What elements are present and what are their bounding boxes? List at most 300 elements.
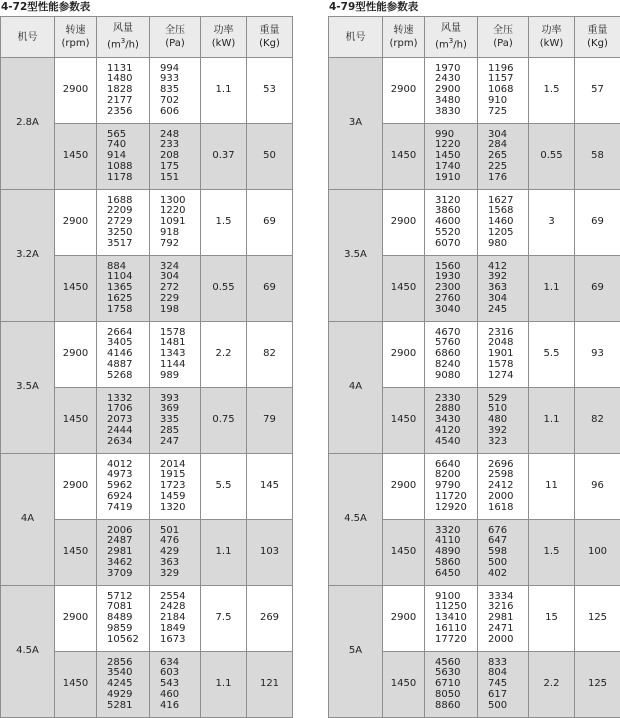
value-line: 606	[160, 105, 180, 117]
value-line: 304	[488, 128, 508, 140]
value-line: 3860	[435, 205, 461, 217]
value-line: 2981	[488, 612, 514, 624]
value-line: 1740	[435, 160, 461, 172]
flow-cell	[425, 520, 478, 586]
flow-header-line: $(m^3/h)$	[435, 37, 467, 51]
value-line: 8200	[435, 469, 461, 481]
value-line: 6860	[435, 348, 461, 360]
pressure-cell	[478, 520, 529, 586]
speed-cell: 1450	[383, 124, 425, 190]
value-line: 835	[160, 84, 180, 96]
value-line: 500	[488, 699, 508, 711]
value-line: 392	[488, 271, 508, 283]
value-list	[107, 658, 149, 712]
value-line: 1625	[107, 292, 133, 304]
weight-header-line: 重量	[259, 25, 280, 36]
value-line: 1274	[488, 369, 514, 381]
speed-cell: 1450	[383, 520, 425, 586]
value-line: 5268	[107, 369, 133, 381]
table-row	[329, 190, 620, 256]
value-line: 918	[160, 226, 180, 238]
flow-cell	[425, 256, 478, 322]
value-list	[160, 394, 200, 448]
weight-cell: 69	[575, 256, 620, 322]
pressure-cell	[150, 322, 201, 388]
value-list	[160, 130, 200, 184]
value-line: 634	[160, 656, 180, 668]
value-line: 1320	[160, 501, 186, 513]
value-line: 1568	[488, 205, 514, 217]
value-line: 2880	[435, 403, 461, 415]
value-line: 2760	[435, 292, 461, 304]
model-cell: 2.8A	[1, 58, 55, 190]
flow-cell	[425, 124, 478, 190]
value-line: 2412	[488, 480, 514, 492]
value-line: 329	[160, 567, 180, 579]
value-line: 2184	[160, 612, 186, 624]
power-cell: 1.1	[529, 388, 575, 454]
table-title: 4-72型性能参数表	[1, 1, 91, 13]
value-line: 3517	[107, 237, 133, 249]
table-header	[329, 17, 620, 58]
value-line: 2856	[107, 656, 133, 668]
value-line: 1365	[107, 282, 133, 294]
weight-cell: 269	[247, 586, 293, 652]
value-line: 323	[488, 435, 508, 447]
value-line: 3540	[107, 667, 133, 679]
value-line: 1480	[107, 73, 133, 85]
value-list	[435, 460, 477, 514]
value-line: 5962	[107, 480, 133, 492]
value-line: 265	[488, 150, 508, 162]
value-line: 647	[488, 535, 508, 547]
pressure-cell	[150, 256, 201, 322]
power-cell: 1.1	[201, 520, 247, 586]
value-line: 412	[488, 260, 508, 272]
table-body	[329, 58, 620, 718]
value-list	[435, 130, 477, 184]
value-line: 4600	[435, 216, 461, 228]
value-line: 914	[107, 150, 127, 162]
speed-header-line: (rpm)	[61, 38, 90, 49]
value-list	[160, 196, 200, 250]
value-line: 565	[107, 128, 127, 140]
weight-cell: 57	[575, 58, 620, 124]
value-line: 740	[107, 139, 127, 151]
value-line: 416	[160, 699, 180, 711]
value-line: 304	[488, 292, 508, 304]
value-line: 272	[160, 282, 180, 294]
flow-cell	[97, 256, 150, 322]
value-line: 676	[488, 524, 508, 536]
value-list	[488, 262, 528, 316]
value-line: 5712	[107, 590, 133, 602]
value-line: 2664	[107, 326, 133, 338]
value-line: 2900	[435, 84, 461, 96]
value-list	[488, 328, 528, 382]
pressure-cell	[478, 58, 529, 124]
value-line: 617	[488, 688, 508, 700]
value-line: 5520	[435, 226, 461, 238]
value-list	[435, 592, 477, 646]
flow-cell	[97, 124, 150, 190]
value-line: 2000	[488, 633, 514, 645]
value-line: 2981	[107, 546, 133, 558]
model-cell: 3A	[329, 58, 383, 190]
value-line: 4887	[107, 358, 133, 370]
value-line: 6924	[107, 490, 133, 502]
pressure-header-line: (Pa)	[493, 38, 513, 49]
value-line: 476	[160, 535, 180, 547]
flow-cell	[97, 652, 150, 718]
value-line: 4245	[107, 678, 133, 690]
model-header-label: 机号	[345, 31, 366, 43]
flow-cell	[97, 58, 150, 124]
value-list	[107, 262, 149, 316]
power-header-line: (kW)	[539, 38, 564, 49]
value-list	[107, 196, 149, 250]
value-line: 2444	[107, 424, 133, 436]
value-line: 1618	[488, 501, 514, 513]
table-4-79-panel	[328, 0, 620, 718]
flow-cell	[97, 322, 150, 388]
flow-header-line: 风量	[441, 23, 461, 35]
value-list	[488, 130, 528, 184]
value-line: 2430	[435, 73, 461, 85]
value-line: 248	[160, 128, 180, 140]
value-line: 910	[488, 94, 508, 106]
value-line: 2073	[107, 414, 133, 426]
value-line: 2696	[488, 458, 514, 470]
value-list	[107, 592, 149, 646]
value-line: 429	[160, 546, 180, 558]
value-list	[488, 196, 528, 250]
power-cell: 15	[529, 586, 575, 652]
speed-cell: 2900	[55, 58, 97, 124]
value-line: 4670	[435, 326, 461, 338]
value-line: 1157	[488, 73, 514, 85]
value-line: 9790	[435, 480, 461, 492]
pressure-header-line: 全压	[493, 25, 513, 36]
value-line: 725	[488, 105, 508, 117]
value-list	[435, 328, 477, 382]
value-line: 7081	[107, 601, 133, 613]
speed-header	[55, 17, 97, 58]
value-list	[107, 526, 149, 580]
model-cell: 5A	[329, 586, 383, 718]
value-line: 16110	[435, 622, 467, 634]
value-line: 1627	[488, 194, 514, 206]
value-line: 1910	[435, 171, 461, 183]
value-line: 7419	[107, 501, 133, 513]
power-cell: 0.75	[201, 388, 247, 454]
value-line: 3405	[107, 337, 133, 349]
value-line: 1723	[160, 480, 186, 492]
value-line: 2554	[160, 590, 186, 602]
value-line: 4540	[435, 435, 461, 447]
table-row	[329, 454, 620, 520]
value-list	[160, 658, 200, 712]
value-line: 1460	[488, 216, 514, 228]
speed-cell: 1450	[55, 388, 97, 454]
value-line: 1828	[107, 84, 133, 96]
power-cell: 1.1	[529, 256, 575, 322]
power-cell: 3	[529, 190, 575, 256]
value-line: 304	[160, 271, 180, 283]
value-line: 2000	[488, 490, 514, 502]
value-line: 460	[160, 688, 180, 700]
value-line: 5630	[435, 667, 461, 679]
flow-header	[425, 17, 478, 58]
value-line: 480	[488, 414, 508, 426]
value-line: 2471	[488, 622, 514, 634]
value-line: 9859	[107, 622, 133, 634]
value-line: 285	[160, 424, 180, 436]
table-row	[1, 454, 293, 520]
value-line: 2300	[435, 282, 461, 294]
weight-cell: 79	[247, 388, 293, 454]
weight-cell: 69	[247, 190, 293, 256]
speed-cell: 1450	[55, 124, 97, 190]
pressure-cell	[150, 190, 201, 256]
value-list	[435, 394, 477, 448]
value-line: 2006	[107, 524, 133, 536]
value-line: 1131	[107, 62, 133, 74]
power-cell: 0.55	[201, 256, 247, 322]
value-line: 5760	[435, 337, 461, 349]
pressure-cell	[150, 520, 201, 586]
value-line: 1915	[160, 469, 186, 481]
value-line: 9100	[435, 590, 461, 602]
value-line: 1758	[107, 303, 133, 315]
pressure-cell	[150, 388, 201, 454]
pressure-cell	[150, 124, 201, 190]
value-line: 11720	[435, 490, 467, 502]
power-cell: 1.5	[529, 520, 575, 586]
value-line: 5860	[435, 556, 461, 568]
power-cell: 0.55	[529, 124, 575, 190]
power-header-line: 功率	[213, 25, 234, 36]
header-row	[1, 17, 293, 58]
value-list	[488, 394, 528, 448]
power-header	[201, 17, 247, 58]
value-line: 994	[160, 62, 180, 74]
value-list	[160, 592, 200, 646]
flow-cell	[425, 388, 478, 454]
speed-cell: 2900	[383, 58, 425, 124]
value-line: 2356	[107, 105, 133, 117]
value-line: 1068	[488, 84, 514, 96]
pressure-header-line: 全压	[165, 25, 185, 36]
pressure-header	[478, 17, 529, 58]
pressure-header	[150, 17, 201, 58]
value-line: 1481	[160, 337, 186, 349]
power-header-line: (kW)	[211, 38, 236, 49]
value-line: 13410	[435, 612, 467, 624]
value-line: 2330	[435, 392, 461, 404]
model-header-label: 机号	[17, 31, 38, 43]
table-row	[1, 190, 293, 256]
value-line: 5281	[107, 699, 133, 711]
value-line: 4890	[435, 546, 461, 558]
power-header	[529, 17, 575, 58]
value-line: 1706	[107, 403, 133, 415]
weight-cell: 100	[575, 520, 620, 586]
speed-cell: 1450	[55, 256, 97, 322]
flow-cell	[97, 586, 150, 652]
value-line: 6070	[435, 237, 461, 249]
value-list	[435, 526, 477, 580]
value-line: 393	[160, 392, 180, 404]
pressure-cell	[478, 256, 529, 322]
flow-cell	[425, 586, 478, 652]
value-line: 1196	[488, 62, 514, 74]
value-line: 990	[435, 128, 455, 140]
model-header	[1, 17, 55, 58]
value-line: 402	[488, 567, 508, 579]
value-line: 363	[160, 556, 180, 568]
value-line: 4120	[435, 424, 461, 436]
value-line: 3830	[435, 105, 461, 117]
value-line: 2014	[160, 458, 186, 470]
speed-cell: 1450	[383, 388, 425, 454]
value-line: 1849	[160, 622, 186, 634]
table-row	[329, 586, 620, 652]
flow-header-line: $(m^3/h)$	[107, 37, 139, 51]
flow-header-line: 风量	[113, 23, 133, 35]
value-line: 1205	[488, 226, 514, 238]
weight-cell: 58	[575, 124, 620, 190]
pressure-cell	[478, 388, 529, 454]
pressure-cell	[150, 58, 201, 124]
value-line: 4973	[107, 469, 133, 481]
value-line: 247	[160, 435, 180, 447]
value-list	[107, 64, 149, 118]
value-line: 501	[160, 524, 180, 536]
value-line: 1104	[107, 271, 133, 283]
weight-cell: 53	[247, 58, 293, 124]
flow-cell	[97, 520, 150, 586]
table-row	[1, 586, 293, 652]
weight-cell: 96	[575, 454, 620, 520]
flow-cell	[97, 190, 150, 256]
speed-cell: 1450	[383, 652, 425, 718]
table-header	[1, 17, 293, 58]
value-line: 4146	[107, 348, 133, 360]
value-line: 17720	[435, 633, 467, 645]
value-line: 324	[160, 260, 180, 272]
value-line: 8050	[435, 688, 461, 700]
pressure-cell	[150, 652, 201, 718]
speed-cell: 1450	[55, 520, 97, 586]
weight-header	[247, 17, 293, 58]
value-line: 233	[160, 139, 180, 151]
weight-cell: 82	[575, 388, 620, 454]
speed-cell: 2900	[383, 322, 425, 388]
value-line: 2177	[107, 94, 133, 106]
value-line: 229	[160, 292, 180, 304]
value-line: 980	[488, 237, 508, 249]
value-line: 175	[160, 160, 180, 172]
value-list	[488, 658, 528, 712]
power-cell: 1.5	[201, 190, 247, 256]
value-line: 363	[488, 282, 508, 294]
value-line: 745	[488, 678, 508, 690]
pressure-header-line: (Pa)	[165, 38, 185, 49]
speed-cell: 2900	[383, 454, 425, 520]
pressure-cell	[478, 586, 529, 652]
value-line: 6640	[435, 458, 461, 470]
value-list	[160, 460, 200, 514]
model-cell: 3.5A	[1, 322, 55, 454]
value-line: 4110	[435, 535, 461, 547]
flow-cell	[425, 190, 478, 256]
value-line: 1343	[160, 348, 186, 360]
flow-cell	[425, 58, 478, 124]
flow-cell	[97, 388, 150, 454]
weight-cell: 82	[247, 322, 293, 388]
power-cell: 11	[529, 454, 575, 520]
speed-cell: 2900	[55, 454, 97, 520]
power-cell: 2.2	[201, 322, 247, 388]
value-line: 3120	[435, 194, 461, 206]
value-list	[488, 592, 528, 646]
weight-header-line: (Kg)	[587, 38, 608, 49]
table-row	[1, 322, 293, 388]
value-line: 6450	[435, 567, 461, 579]
weight-cell: 93	[575, 322, 620, 388]
model-cell: 3.2A	[1, 190, 55, 322]
weight-cell: 69	[575, 190, 620, 256]
value-line: 500	[488, 556, 508, 568]
model-cell: 4.5A	[329, 454, 383, 586]
value-line: 151	[160, 171, 180, 183]
value-line: 1560	[435, 260, 461, 272]
model-cell: 3.5A	[329, 190, 383, 322]
speed-cell: 2900	[55, 190, 97, 256]
weight-cell: 69	[247, 256, 293, 322]
value-line: 2316	[488, 326, 514, 338]
model-header	[329, 17, 383, 58]
value-list	[435, 196, 477, 250]
value-line: 1178	[107, 171, 133, 183]
value-line: 2428	[160, 601, 186, 613]
value-list	[107, 394, 149, 448]
value-line: 510	[488, 403, 508, 415]
value-line: 1144	[160, 358, 186, 370]
value-line: 8489	[107, 612, 133, 624]
value-list	[488, 460, 528, 514]
value-line: 12920	[435, 501, 467, 513]
model-cell: 4A	[1, 454, 55, 586]
value-line: 3334	[488, 590, 514, 602]
value-line: 1673	[160, 633, 186, 645]
value-line: 1688	[107, 194, 133, 206]
value-line: 2487	[107, 535, 133, 547]
weight-cell: 125	[575, 586, 620, 652]
performance-table-4-72	[0, 16, 293, 718]
value-list	[160, 64, 200, 118]
value-line: 4560	[435, 656, 461, 668]
table-title: 4-79型性能参数表	[329, 1, 419, 13]
value-line: 1220	[160, 205, 186, 217]
value-line: 933	[160, 73, 180, 85]
flow-cell	[425, 652, 478, 718]
value-line: 3430	[435, 414, 461, 426]
speed-cell: 1450	[55, 652, 97, 718]
speed-header-line: (rpm)	[389, 38, 418, 49]
value-line: 1091	[160, 216, 186, 228]
